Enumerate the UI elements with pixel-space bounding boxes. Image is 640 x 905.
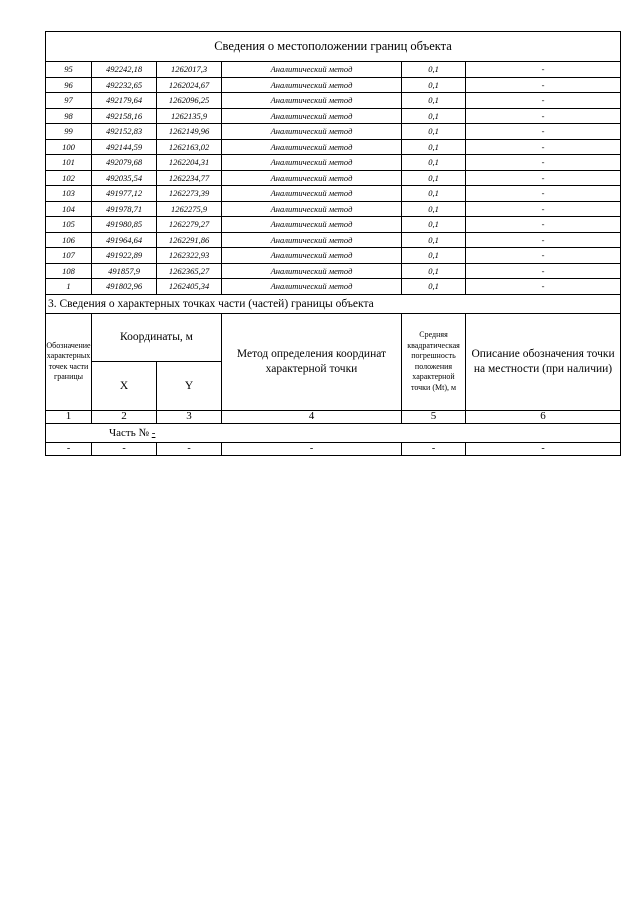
description-cell: -	[466, 232, 621, 248]
accuracy-cell: 0,1	[402, 77, 466, 93]
accuracy-cell: 0,1	[402, 170, 466, 186]
table-row	[46, 201, 621, 217]
point-number: 1	[46, 279, 92, 295]
part-label: Часть №	[109, 426, 149, 439]
description-cell: -	[466, 170, 621, 186]
part-number-value: -	[151, 426, 156, 439]
empty-cell: -	[466, 442, 621, 455]
point-number: 101	[46, 155, 92, 171]
column-number: 3	[157, 410, 222, 423]
method-cell: Аналитический метод	[222, 248, 402, 264]
description-cell: -	[466, 186, 621, 202]
coord-y: 1262273,39	[157, 186, 222, 202]
table-row	[46, 108, 621, 124]
accuracy-cell: 0,1	[402, 124, 466, 140]
table-row	[46, 279, 621, 295]
description-cell: -	[466, 93, 621, 109]
table-row	[46, 170, 621, 186]
description-cell: -	[466, 62, 621, 78]
accuracy-cell: 0,1	[402, 155, 466, 171]
boundary-table	[45, 31, 621, 456]
coord-y: 1262234,77	[157, 170, 222, 186]
coord-x: 492079,68	[92, 155, 157, 171]
coord-y: 1262024,67	[157, 77, 222, 93]
header-accuracy: Средняя квадратическая погрешность положения характерной точки (Mt), м	[402, 313, 466, 410]
coord-x: 491978,71	[92, 201, 157, 217]
header-y: Y	[157, 361, 222, 410]
section-title: Сведения о местоположении границ объекта	[46, 32, 621, 62]
accuracy-cell: 0,1	[402, 93, 466, 109]
header-coordinates: Координаты, м	[92, 313, 222, 361]
coord-y: 1262096,25	[157, 93, 222, 109]
coord-y: 1262017,3	[157, 62, 222, 78]
accuracy-cell: 0,1	[402, 263, 466, 279]
coord-x: 492179,64	[92, 93, 157, 109]
coord-y: 1262135,9	[157, 108, 222, 124]
table-row	[46, 186, 621, 202]
method-cell: Аналитический метод	[222, 139, 402, 155]
part-header-row	[46, 313, 621, 361]
point-number: 96	[46, 77, 92, 93]
coord-y: 1262405,34	[157, 279, 222, 295]
column-number: 4	[222, 410, 402, 423]
point-number: 100	[46, 139, 92, 155]
point-number: 102	[46, 170, 92, 186]
column-numbers-row	[46, 410, 621, 423]
part-section-title-row	[46, 294, 621, 313]
accuracy-cell: 0,1	[402, 232, 466, 248]
method-cell: Аналитический метод	[222, 279, 402, 295]
table-row	[46, 124, 621, 140]
coord-x: 492158,16	[92, 108, 157, 124]
method-cell: Аналитический метод	[222, 232, 402, 248]
table-row	[46, 217, 621, 233]
coord-x: 491857,9	[92, 263, 157, 279]
part-label-cell	[46, 423, 621, 442]
empty-cell: -	[46, 442, 92, 455]
coord-x: 491980,85	[92, 217, 157, 233]
accuracy-cell: 0,1	[402, 279, 466, 295]
description-cell: -	[466, 77, 621, 93]
column-number: 6	[466, 410, 621, 423]
method-cell: Аналитический метод	[222, 62, 402, 78]
description-cell: -	[466, 217, 621, 233]
accuracy-cell: 0,1	[402, 217, 466, 233]
method-cell: Аналитический метод	[222, 186, 402, 202]
coord-y: 1262291,86	[157, 232, 222, 248]
description-cell: -	[466, 248, 621, 264]
method-cell: Аналитический метод	[222, 217, 402, 233]
coord-y: 1262204,31	[157, 155, 222, 171]
empty-part-row	[46, 442, 621, 455]
point-number: 95	[46, 62, 92, 78]
table-row	[46, 93, 621, 109]
accuracy-cell: 0,1	[402, 108, 466, 124]
description-cell: -	[466, 108, 621, 124]
table-row	[46, 77, 621, 93]
coord-y: 1262149,96	[157, 124, 222, 140]
coord-x: 492242,18	[92, 62, 157, 78]
empty-cell: -	[92, 442, 157, 455]
table-row	[46, 155, 621, 171]
description-cell: -	[466, 124, 621, 140]
coord-y: 1262279,27	[157, 217, 222, 233]
coord-x: 491977,12	[92, 186, 157, 202]
table-row	[46, 248, 621, 264]
method-cell: Аналитический метод	[222, 124, 402, 140]
method-cell: Аналитический метод	[222, 77, 402, 93]
point-number: 106	[46, 232, 92, 248]
header-point-label: Обозначение характерных точек части границы	[46, 313, 92, 410]
empty-cell: -	[402, 442, 466, 455]
accuracy-cell: 0,1	[402, 201, 466, 217]
method-cell: Аналитический метод	[222, 201, 402, 217]
description-cell: -	[466, 201, 621, 217]
method-cell: Аналитический метод	[222, 263, 402, 279]
coord-y: 1262275,9	[157, 201, 222, 217]
table-row	[46, 232, 621, 248]
coord-x: 492152,83	[92, 124, 157, 140]
part-label-row	[46, 423, 621, 442]
method-cell: Аналитический метод	[222, 108, 402, 124]
document-sheet	[45, 31, 620, 456]
table-row	[46, 263, 621, 279]
header-description: Описание обозначения точки на местности (при наличии)	[466, 313, 621, 410]
empty-cell: -	[222, 442, 402, 455]
description-cell: -	[466, 263, 621, 279]
accuracy-cell: 0,1	[402, 248, 466, 264]
point-number: 108	[46, 263, 92, 279]
table-row	[46, 139, 621, 155]
point-number: 107	[46, 248, 92, 264]
method-cell: Аналитический метод	[222, 93, 402, 109]
empty-cell: -	[157, 442, 222, 455]
point-number: 103	[46, 186, 92, 202]
description-cell: -	[466, 155, 621, 171]
header-x: X	[92, 361, 157, 410]
point-number: 97	[46, 93, 92, 109]
description-cell: -	[466, 139, 621, 155]
column-number: 5	[402, 410, 466, 423]
coord-y: 1262163,02	[157, 139, 222, 155]
table-row	[46, 62, 621, 78]
method-cell: Аналитический метод	[222, 155, 402, 171]
point-number: 105	[46, 217, 92, 233]
coord-y: 1262322,93	[157, 248, 222, 264]
accuracy-cell: 0,1	[402, 62, 466, 78]
method-cell: Аналитический метод	[222, 170, 402, 186]
coord-x: 491922,89	[92, 248, 157, 264]
coord-x: 492144,59	[92, 139, 157, 155]
coord-x: 491964,64	[92, 232, 157, 248]
coord-x: 491802,96	[92, 279, 157, 295]
header-method: Метод определения координат характерной точки	[222, 313, 402, 410]
point-number: 98	[46, 108, 92, 124]
column-number: 1	[46, 410, 92, 423]
part-section-title: 3. Сведения о характерных точках части (частей) границы объекта	[46, 294, 621, 313]
point-number: 104	[46, 201, 92, 217]
point-number: 99	[46, 124, 92, 140]
accuracy-cell: 0,1	[402, 186, 466, 202]
coord-x: 492232,65	[92, 77, 157, 93]
coord-x: 492035,54	[92, 170, 157, 186]
coord-y: 1262365,27	[157, 263, 222, 279]
column-number: 2	[92, 410, 157, 423]
accuracy-cell: 0,1	[402, 139, 466, 155]
description-cell: -	[466, 279, 621, 295]
